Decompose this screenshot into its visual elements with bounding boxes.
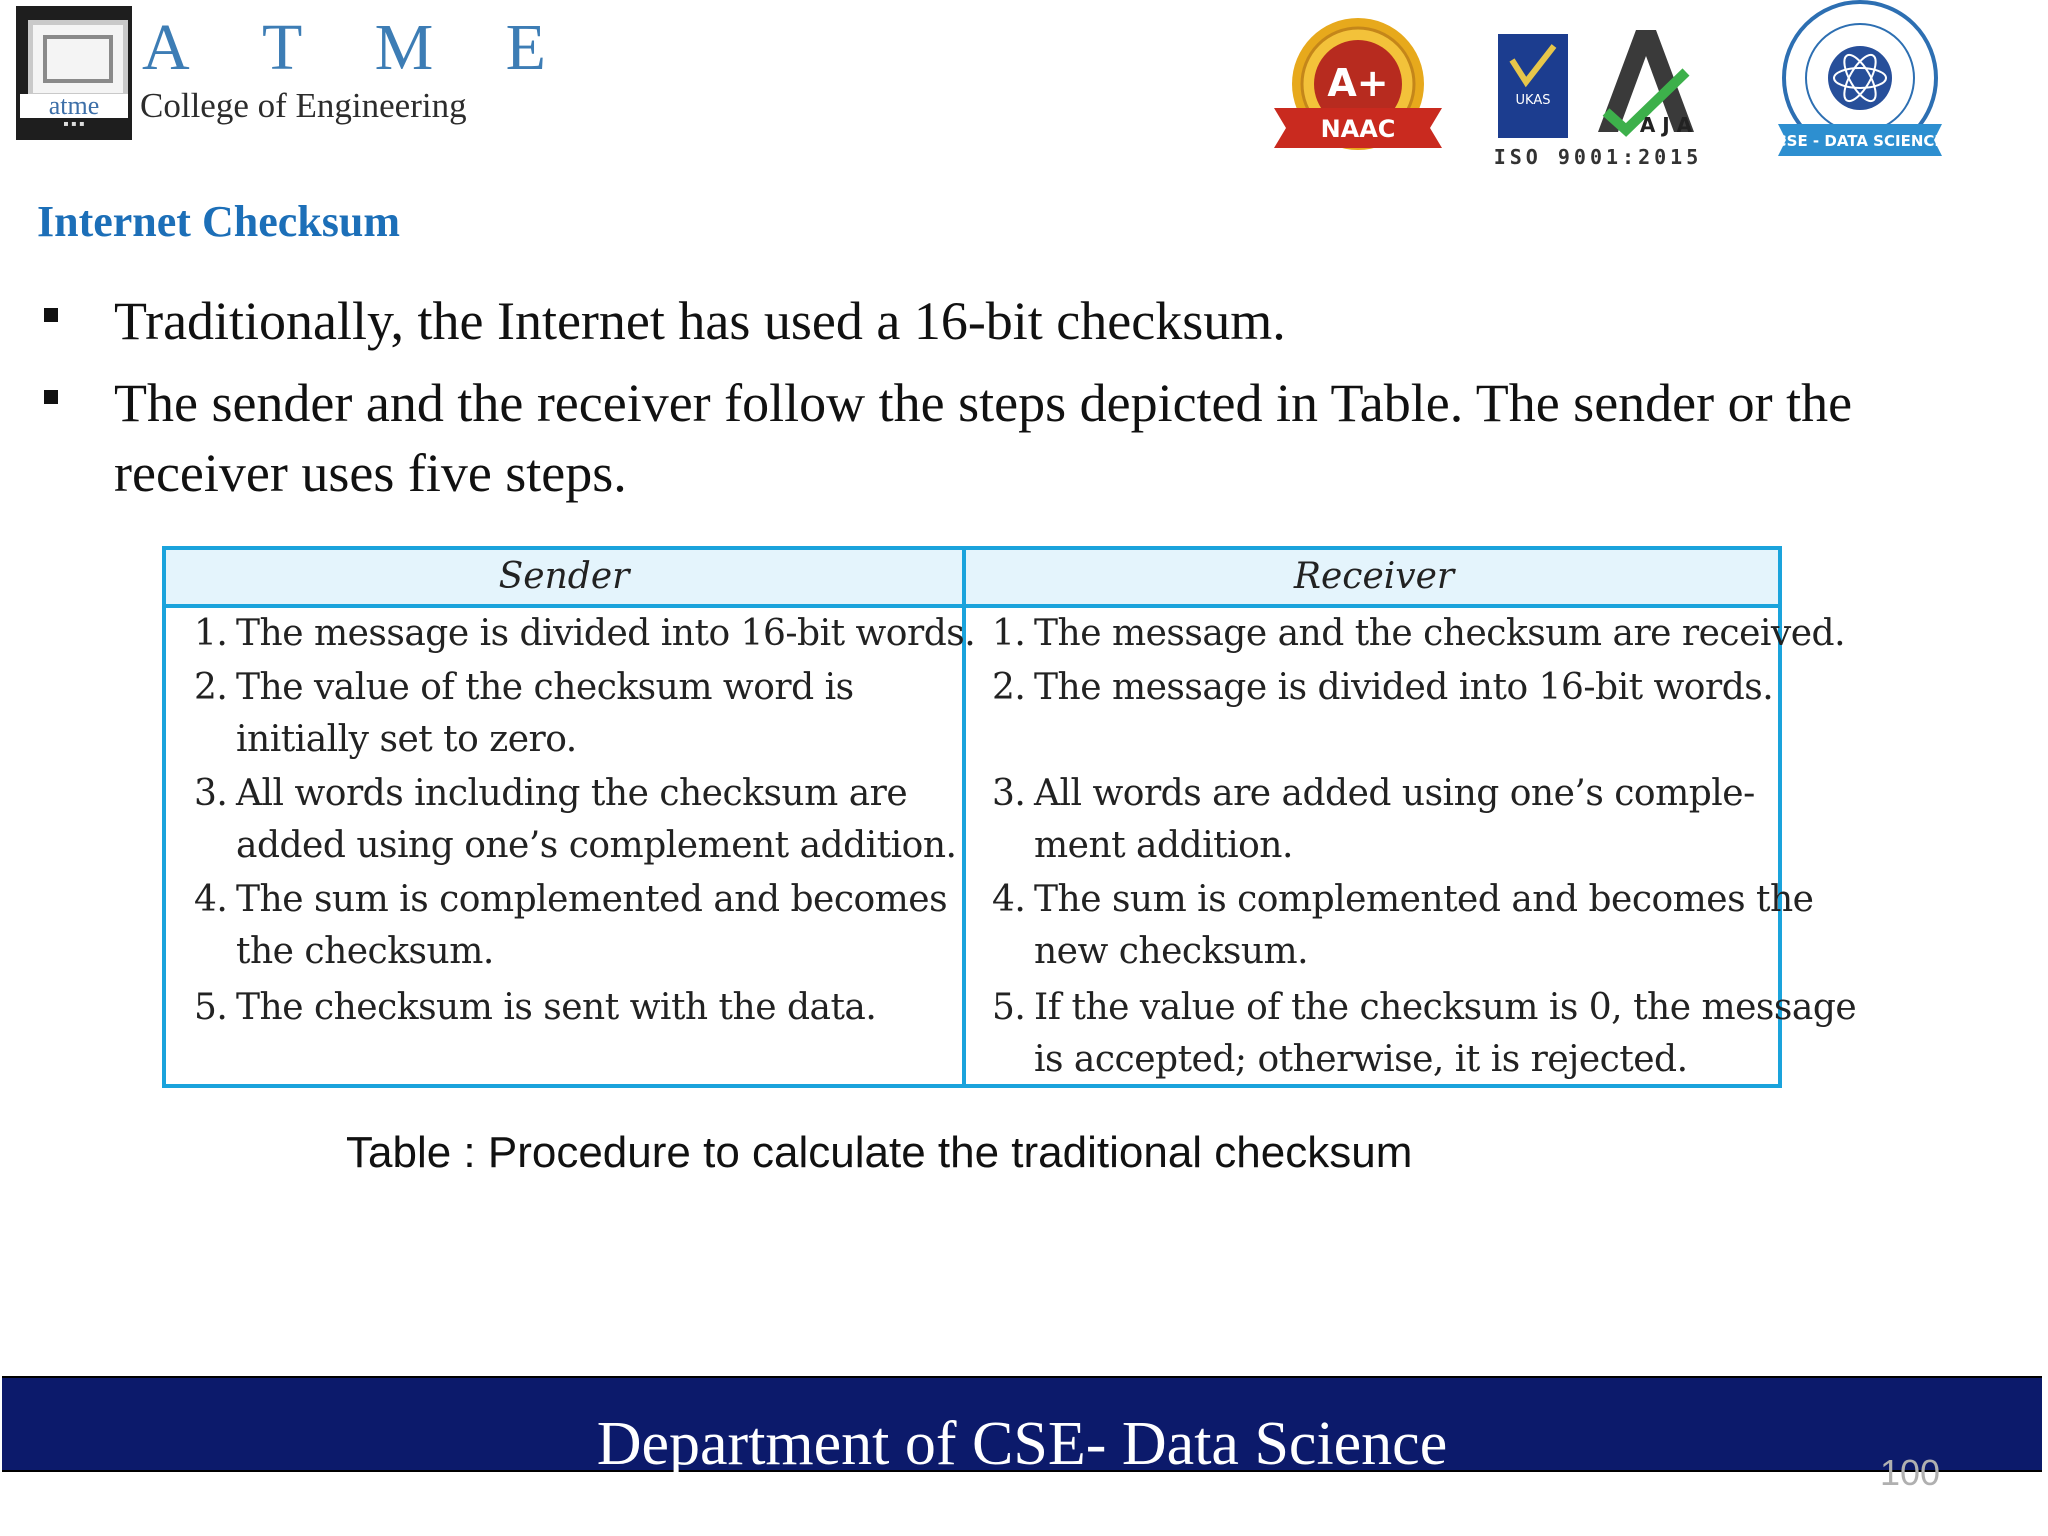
step-text-line: initially set to zero.: [236, 719, 577, 760]
atme-logo: [16, 6, 546, 144]
step-number: 4.: [194, 879, 228, 920]
step-number: 3.: [992, 773, 1026, 814]
step-number: 2.: [194, 667, 228, 708]
step-text-line: The sum is complemented and becomes the: [1034, 879, 1814, 920]
step-text-line: The message and the checksum are received.: [1034, 613, 1846, 654]
cse-data-science-seal: [1770, 0, 1950, 168]
bullet-list: [38, 286, 1998, 520]
atme-logo-letters: [142, 10, 546, 86]
step-text-line: is accepted; otherwise, it is rejected.: [1034, 1039, 1688, 1080]
atme-letter: T: [262, 11, 303, 84]
bullet-item: [38, 368, 1998, 508]
naac-grade: A+: [1327, 61, 1389, 105]
department-name: Department of CSE- Data Science: [596, 1410, 1448, 1478]
bullet-text: The sender and the receiver follow the steps depicted in Table. The sender or the receiver uses five steps.: [114, 373, 1853, 503]
atme-letter: E: [505, 11, 546, 84]
step-number: 1.: [992, 613, 1026, 654]
step-text-line: If the value of the checksum is 0, the message: [1034, 987, 1857, 1028]
step-number: 5.: [194, 987, 228, 1028]
atme-college-name: College of Engineering: [140, 86, 467, 125]
table-caption: Table : Procedure to calculate the traditional checksum: [346, 1128, 1413, 1177]
bullet-item: [38, 286, 1998, 356]
atme-logo-mark: [16, 6, 132, 140]
step-text-line: added using one’s complement addition.: [236, 825, 957, 866]
sender-column-header: Sender: [498, 556, 630, 597]
ukas-label: UKAS: [1515, 93, 1551, 108]
page-number: 100: [1880, 1458, 1940, 1492]
naac-badge-logo: [1270, 12, 1446, 164]
bullet-square-icon: [44, 390, 58, 404]
aja-label: A J A: [1639, 113, 1693, 137]
step-number: 5.: [992, 987, 1026, 1028]
slide-title: Internet Checksum: [37, 197, 400, 246]
step-text-line: The value of the checksum word is: [236, 667, 854, 708]
step-text-line: All words including the checksum are: [236, 773, 908, 814]
step-text-line: The message is divided into 16-bit words.: [1034, 667, 1774, 708]
step-text-line: The sum is complemented and becomes: [236, 879, 948, 920]
receiver-column-header: Receiver: [1293, 556, 1455, 597]
step-text-line: ment addition.: [1034, 825, 1293, 866]
step-text-line: All words are added using one’s comple-: [1034, 773, 1755, 814]
step-number: 4.: [992, 879, 1026, 920]
atme-logo-mini-text: atme: [20, 94, 128, 118]
step-text-line: The checksum is sent with the data.: [236, 987, 877, 1028]
iso-certification-logo: [1486, 12, 1722, 172]
checksum-procedure-table: [162, 546, 1857, 1088]
bullet-text: Traditionally, the Internet has used a 16-bit checksum.: [114, 291, 1286, 351]
step-number: 1.: [194, 613, 228, 654]
step-number: 3.: [194, 773, 228, 814]
naac-label: NAAC: [1320, 115, 1396, 143]
step-text-line: new checksum.: [1034, 931, 1309, 972]
bullet-square-icon: [44, 308, 58, 322]
atme-logo-tagline: ▪ ▪ ▪: [63, 119, 85, 128]
step-text-line: the checksum.: [236, 931, 494, 972]
step-text-line: The message is divided into 16-bit words.: [236, 613, 976, 654]
atme-letter: A: [142, 11, 190, 84]
atme-letter: M: [374, 11, 434, 84]
seal-label: CSE - DATA SCIENCE: [1775, 132, 1945, 150]
step-number: 2.: [992, 667, 1026, 708]
iso-label: ISO 9001:2015: [1493, 145, 1703, 169]
